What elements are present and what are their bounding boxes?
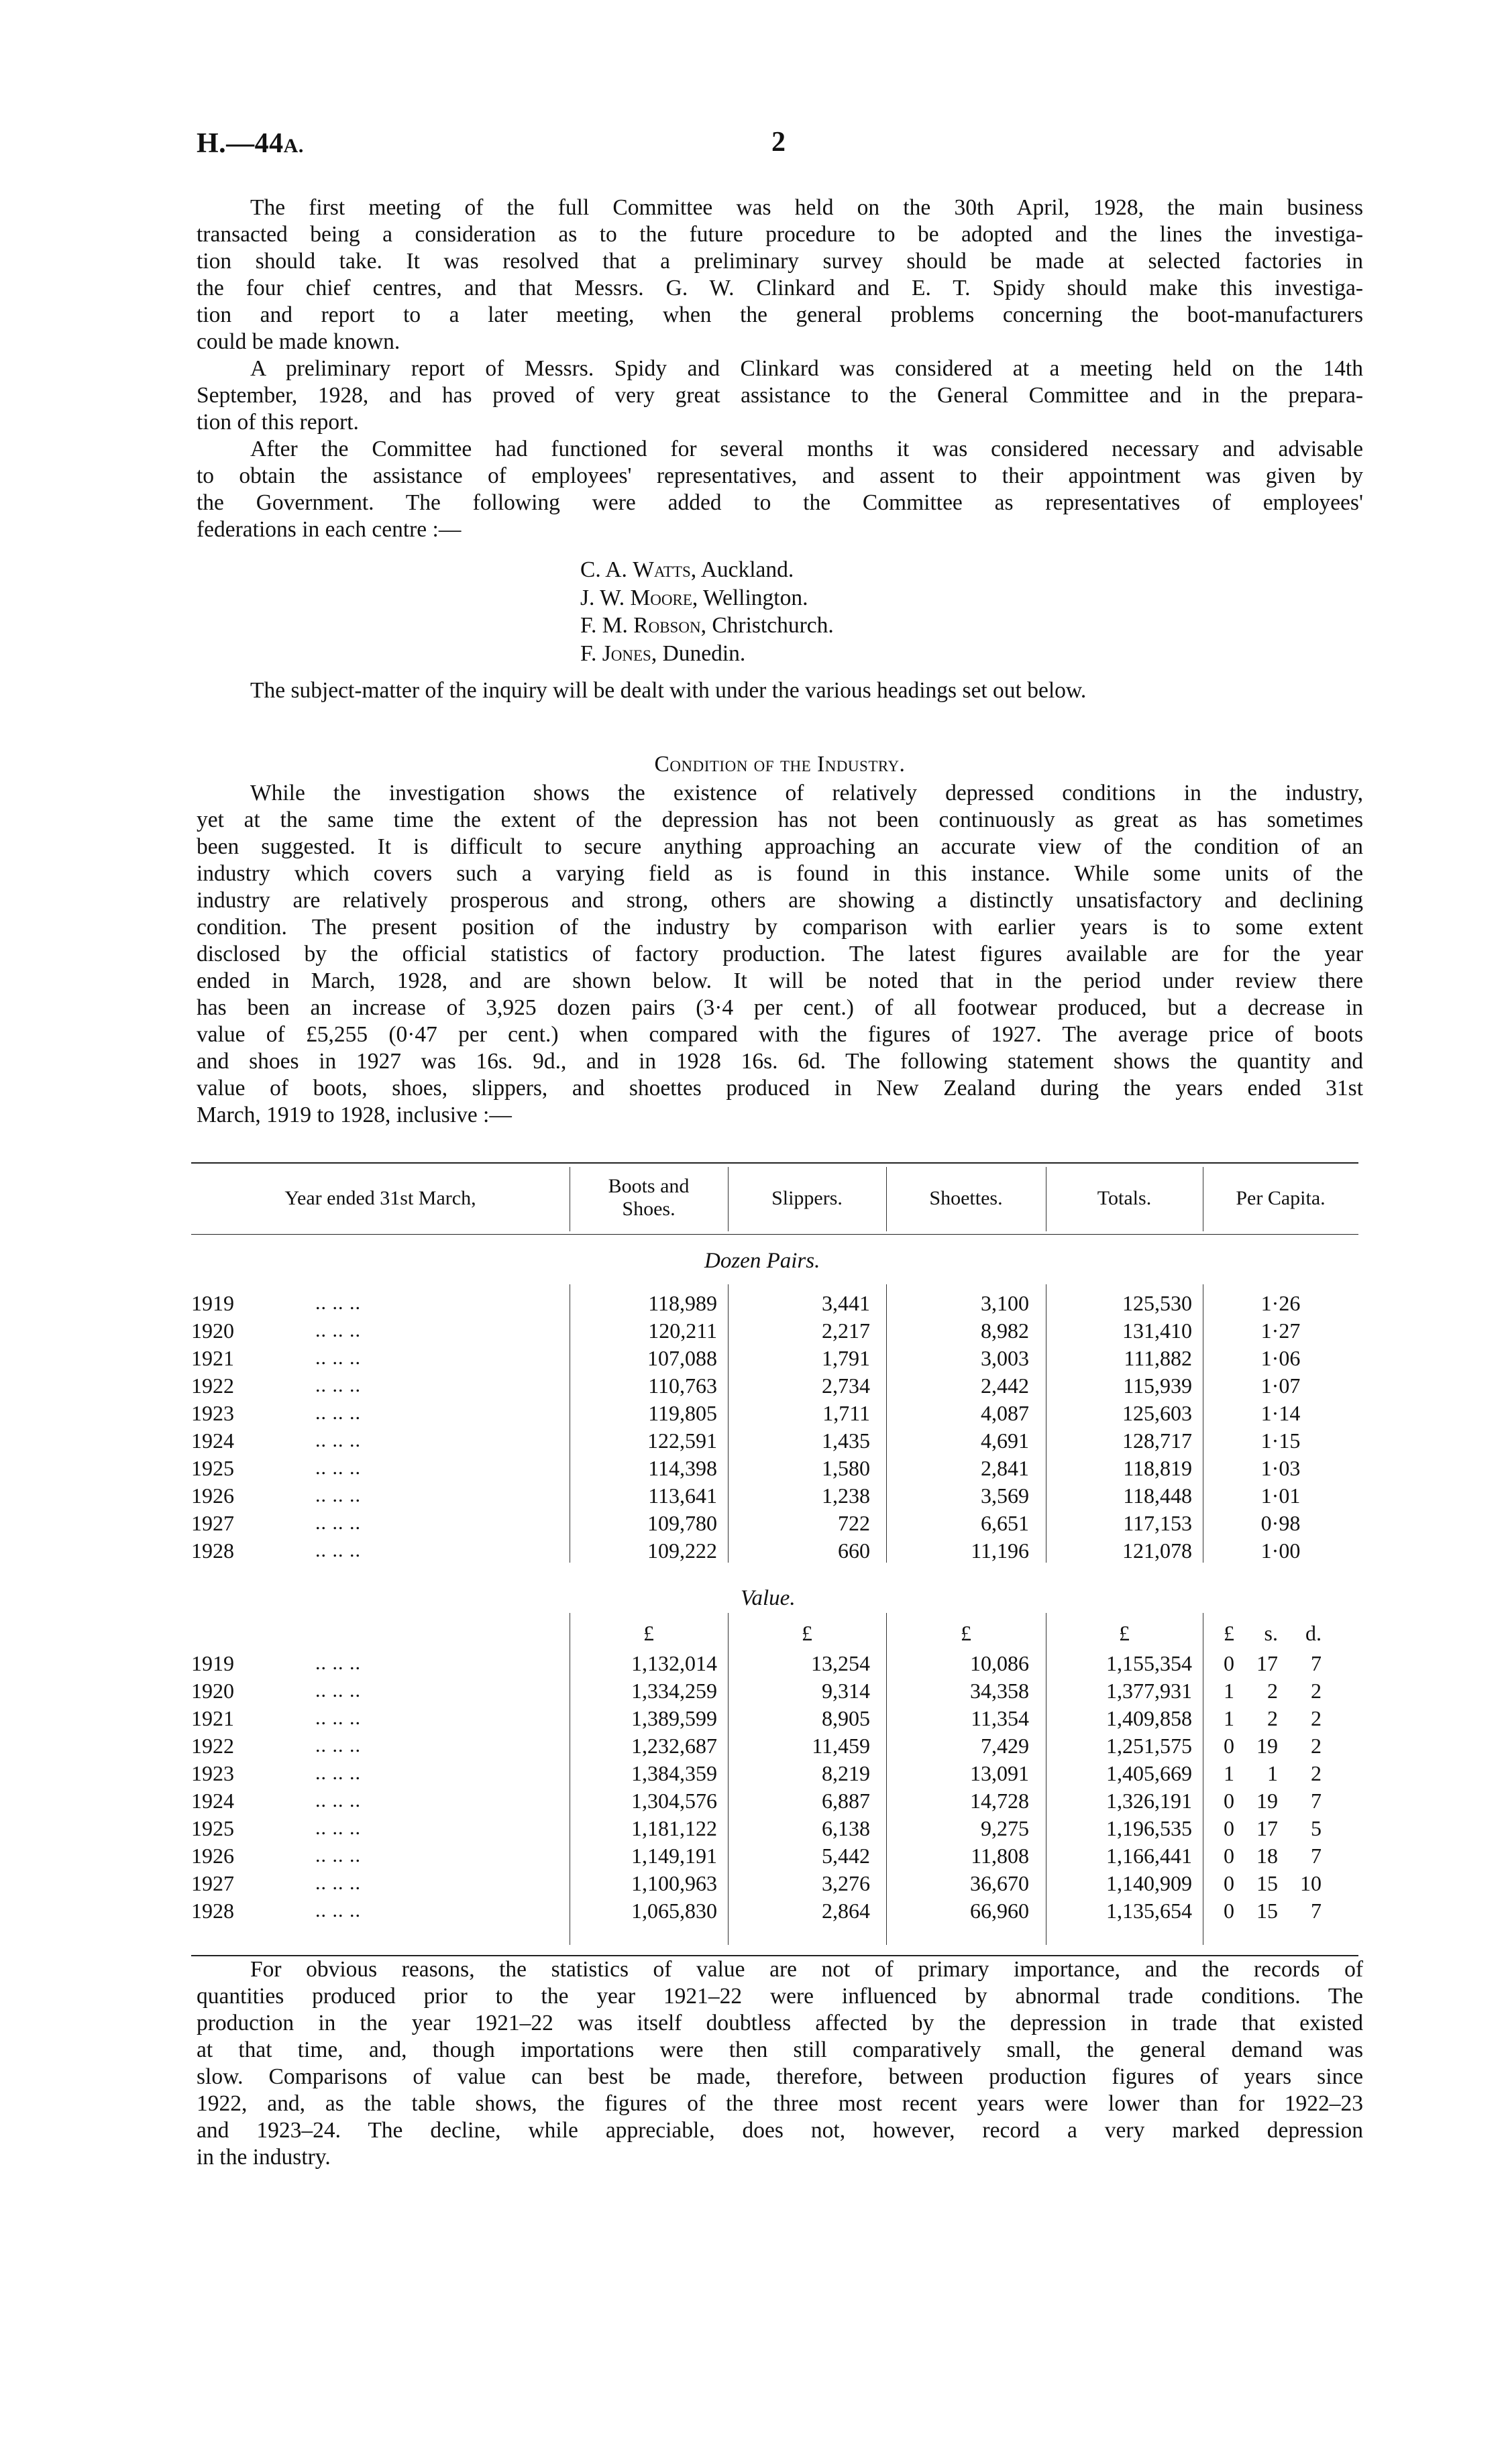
dot-leader: .. .. ..	[315, 1734, 361, 1756]
cell-slippers: 1,580	[822, 1456, 870, 1480]
text-line: slow. Comparisons of value can best be made, therefore, between production figures of years since	[197, 2064, 1363, 2089]
cell-per-capita-shillings: 17	[1256, 1816, 1278, 1840]
text-line: in the industry.	[197, 2145, 331, 2170]
unit-pound: £	[961, 1621, 971, 1645]
cell-slippers: 8,219	[822, 1761, 870, 1785]
cell-per-capita-shillings: 2	[1267, 1706, 1278, 1730]
cell-shoettes: 4,691	[981, 1429, 1029, 1453]
cell-boots: 110,763	[648, 1374, 717, 1398]
cell-boots: 1,181,122	[631, 1816, 717, 1840]
cell-slippers: 2,217	[822, 1319, 870, 1343]
cell-per-capita-pounds: 1	[1224, 1761, 1234, 1785]
cell-year: 1924	[191, 1429, 234, 1453]
cell-boots: 118,989	[648, 1291, 717, 1315]
cell-per-capita-pounds: 0	[1224, 1734, 1234, 1758]
cell-totals: 1,135,654	[1106, 1899, 1192, 1923]
text-line: disclosed by the official statistics of factory production. The latest figures available are for the year	[197, 942, 1363, 966]
cell-per-capita-pence: 7	[1311, 1651, 1322, 1675]
text-line: and shoes in 1927 was 16s. 9d., and in 1928 16s. 6d. The following statement shows the quantity and	[197, 1049, 1363, 1074]
cell-boots: 1,100,963	[631, 1871, 717, 1895]
cell-boots: 1,304,576	[631, 1789, 717, 1813]
dot-leader: .. .. ..	[315, 1899, 361, 1921]
cell-slippers: 1,711	[822, 1401, 870, 1425]
cell-totals: 117,153	[1123, 1511, 1192, 1535]
cell-slippers: 3,441	[822, 1291, 870, 1315]
cell-shoettes: 4,087	[981, 1401, 1029, 1425]
cell-year: 1919	[191, 1291, 234, 1315]
cell-per-capita: 1·07	[1260, 1374, 1301, 1398]
cell-totals: 111,882	[1124, 1346, 1192, 1370]
dot-leader: .. .. ..	[315, 1429, 361, 1451]
dot-leader: .. .. ..	[315, 1512, 361, 1534]
unit-pound: £	[1119, 1621, 1130, 1645]
cell-per-capita: 1·03	[1260, 1456, 1301, 1480]
dot-leader: .. .. ..	[315, 1457, 361, 1479]
cell-slippers: 13,254	[811, 1651, 870, 1675]
unit-pound: £	[802, 1621, 812, 1645]
cell-boots: 1,232,687	[631, 1734, 717, 1758]
cell-totals: 128,717	[1122, 1429, 1192, 1453]
dot-leader: .. .. ..	[315, 1707, 361, 1729]
cell-shoettes: 7,429	[981, 1734, 1029, 1758]
text-line: value of boots, shoes, slippers, and shoettes produced in New Zealand during the years ended 31st	[197, 1076, 1363, 1101]
cell-per-capita-pence: 7	[1311, 1844, 1322, 1868]
cell-year: 1919	[191, 1651, 234, 1675]
cell-boots: 119,805	[648, 1401, 717, 1425]
representative-entry: C. A. Watts, Auckland.	[580, 557, 794, 582]
cell-boots: 114,398	[648, 1456, 717, 1480]
cell-per-capita-pence: 2	[1311, 1734, 1322, 1758]
unit-pence: d.	[1305, 1621, 1322, 1645]
cell-totals: 131,410	[1122, 1319, 1192, 1343]
text-line: ended in March, 1928, and are shown below. It will be noted that in the period under review there	[197, 968, 1363, 993]
cell-per-capita-pounds: 0	[1224, 1816, 1234, 1840]
table-top-rule	[191, 1162, 1358, 1164]
unit-pound: £	[643, 1621, 654, 1645]
cell-shoettes: 3,569	[981, 1483, 1029, 1508]
cell-year: 1925	[191, 1456, 234, 1480]
cell-year: 1928	[191, 1899, 234, 1923]
unit-shilling: s.	[1264, 1621, 1278, 1645]
cell-totals: 1,166,441	[1106, 1844, 1192, 1868]
text-line: A preliminary report of Messrs. Spidy and Clinkard was considered at a meeting held on the 14th	[250, 356, 1363, 381]
text-line: and 1923–24. The decline, while appreciable, does not, however, record a very marked depression	[197, 2118, 1363, 2143]
representative-entry: J. W. Moore, Wellington.	[580, 585, 808, 610]
cell-slippers: 8,905	[822, 1706, 870, 1730]
text-line: tion of this report.	[197, 410, 359, 435]
text-line: the Government. The following were added to the Committee as representatives of employees'	[197, 490, 1363, 515]
dot-leader: .. .. ..	[315, 1789, 361, 1811]
cell-per-capita: 1·01	[1260, 1483, 1301, 1508]
text-line: For obvious reasons, the statistics of value are not of primary importance, and the records of	[250, 1957, 1363, 1982]
text-line: at that time, and, though importations were then still comparatively small, the general demand was	[197, 2037, 1363, 2062]
cell-per-capita-pounds: 1	[1224, 1679, 1234, 1703]
cell-boots: 1,389,599	[631, 1706, 717, 1730]
cell-per-capita-pounds: 0	[1224, 1789, 1234, 1813]
text-line: March, 1919 to 1928, inclusive :—	[197, 1103, 512, 1127]
dot-leader: .. .. ..	[315, 1292, 361, 1314]
cell-year: 1928	[191, 1538, 234, 1563]
text-line: September, 1928, and has proved of very great assistance to the General Committee and in the prepara-	[197, 383, 1363, 408]
cell-per-capita-shillings: 19	[1256, 1734, 1278, 1758]
document-reference	[197, 127, 304, 160]
cell-shoettes: 11,808	[971, 1844, 1029, 1868]
cell-totals: 1,326,191	[1106, 1789, 1192, 1813]
cell-slippers: 2,864	[822, 1899, 870, 1923]
column-header-per-capita: Per Capita.	[1236, 1187, 1326, 1209]
document-reference-suffix: A.	[283, 135, 304, 157]
cell-shoettes: 2,442	[981, 1374, 1029, 1398]
cell-year: 1926	[191, 1483, 234, 1508]
cell-slippers: 6,138	[822, 1816, 870, 1840]
text-line: been suggested. It is difficult to secure anything approaching an accurate view of the condition of an	[197, 834, 1363, 859]
section-heading: Condition of the Industry.	[654, 752, 906, 777]
text-line: federations in each centre :—	[197, 517, 462, 542]
cell-boots: 1,384,359	[631, 1761, 717, 1785]
cell-year: 1925	[191, 1816, 234, 1840]
text-line: value of £5,255 (0·47 per cent.) when compared with the figures of 1927. The average price of boots	[197, 1022, 1363, 1047]
cell-boots: 109,780	[647, 1511, 717, 1535]
text-line: tion and report to a later meeting, when the general problems concerning the boot-manufacturers	[197, 302, 1363, 327]
cell-boots: 109,222	[647, 1538, 717, 1563]
text-line: could be made known.	[197, 329, 400, 354]
cell-per-capita-shillings: 15	[1256, 1871, 1278, 1895]
cell-slippers: 6,887	[822, 1789, 870, 1813]
cell-per-capita-pounds: 0	[1224, 1899, 1234, 1923]
dot-leader: .. .. ..	[315, 1679, 361, 1701]
cell-per-capita-shillings: 17	[1256, 1651, 1278, 1675]
cell-per-capita: 1·06	[1260, 1346, 1301, 1370]
cell-boots: 1,065,830	[631, 1899, 717, 1923]
column-header-totals: Totals.	[1097, 1187, 1152, 1209]
cell-shoettes: 11,354	[971, 1706, 1029, 1730]
dot-leader: .. .. ..	[315, 1539, 361, 1561]
cell-per-capita-shillings: 19	[1256, 1789, 1278, 1813]
cell-per-capita-shillings: 1	[1267, 1761, 1278, 1785]
cell-per-capita-pence: 5	[1311, 1816, 1322, 1840]
cell-shoettes: 8,982	[981, 1319, 1029, 1343]
text-line: transacted being a consideration as to the future procedure to be adopted and the lines the investiga-	[197, 222, 1363, 247]
cell-per-capita-pounds: 0	[1224, 1844, 1234, 1868]
cell-slippers: 1,435	[822, 1429, 870, 1453]
cell-totals: 1,405,669	[1106, 1761, 1192, 1785]
cell-year: 1926	[191, 1844, 234, 1868]
text-line: yet at the same time the extent of the depression has not been continuously as great as has sometimes	[197, 807, 1363, 832]
representative-entry: F. M. Robson, Christchurch.	[580, 613, 834, 638]
cell-shoettes: 66,960	[970, 1899, 1029, 1923]
dot-leader: .. .. ..	[315, 1817, 361, 1839]
cell-totals: 115,939	[1123, 1374, 1192, 1398]
cell-per-capita: 1·26	[1260, 1291, 1301, 1315]
cell-boots: 1,334,259	[631, 1679, 717, 1703]
cell-shoettes: 9,275	[981, 1816, 1029, 1840]
cell-shoettes: 3,100	[981, 1291, 1029, 1315]
cell-per-capita: 1·15	[1260, 1429, 1301, 1453]
cell-year: 1921	[191, 1706, 234, 1730]
table-header-rule	[191, 1234, 1358, 1235]
subheading-dozen-pairs: Dozen Pairs.	[704, 1249, 820, 1273]
dot-leader: .. .. ..	[315, 1347, 361, 1369]
cell-per-capita-pounds: 0	[1224, 1651, 1234, 1675]
cell-year: 1927	[191, 1511, 234, 1535]
cell-totals: 121,078	[1122, 1538, 1192, 1563]
cell-per-capita-pence: 2	[1311, 1761, 1322, 1785]
cell-year: 1921	[191, 1346, 234, 1370]
cell-totals: 125,530	[1122, 1291, 1192, 1315]
dot-leader: .. .. ..	[315, 1872, 361, 1894]
cell-boots: 113,641	[648, 1483, 717, 1508]
cell-boots: 120,211	[648, 1319, 717, 1343]
cell-shoettes: 34,358	[970, 1679, 1029, 1703]
text-line: The subject-matter of the inquiry will be dealt with under the various headings set out below.	[250, 678, 1087, 703]
cell-totals: 1,140,909	[1106, 1871, 1192, 1895]
cell-boots: 1,132,014	[631, 1651, 717, 1675]
cell-slippers: 722	[838, 1511, 870, 1535]
cell-per-capita: 1·00	[1260, 1538, 1301, 1563]
cell-shoettes: 36,670	[970, 1871, 1029, 1895]
cell-shoettes: 3,003	[981, 1346, 1029, 1370]
cell-slippers: 11,459	[812, 1734, 870, 1758]
cell-per-capita: 0·98	[1260, 1511, 1301, 1535]
cell-totals: 1,155,354	[1106, 1651, 1192, 1675]
cell-slippers: 5,442	[822, 1844, 870, 1868]
text-line: The first meeting of the full Committee was held on the 30th April, 1928, the main business	[250, 195, 1363, 220]
document-reference-main: H.—44	[197, 128, 284, 159]
cell-totals: 1,251,575	[1106, 1734, 1192, 1758]
cell-year: 1923	[191, 1761, 234, 1785]
text-line: industry which covers such a varying field as is found in this instance. While some units of the	[197, 861, 1363, 886]
dot-leader: .. .. ..	[315, 1402, 361, 1424]
cell-shoettes: 10,086	[970, 1651, 1029, 1675]
dot-leader: .. .. ..	[315, 1484, 361, 1506]
cell-slippers: 1,791	[822, 1346, 870, 1370]
cell-per-capita-shillings: 15	[1256, 1899, 1278, 1923]
cell-year: 1922	[191, 1374, 234, 1398]
cell-per-capita-pence: 7	[1311, 1789, 1322, 1813]
cell-shoettes: 13,091	[970, 1761, 1029, 1785]
text-line: to obtain the assistance of employees' representatives, and assent to their appointment was given by	[197, 463, 1363, 488]
text-line: quantities produced prior to the year 1921–22 were influenced by abnormal trade conditions. The	[197, 1984, 1363, 2009]
cell-boots: 122,591	[647, 1429, 717, 1453]
page-number: 2	[771, 127, 786, 158]
text-line: tion should take. It was resolved that a preliminary survey should be made at selected factories in	[197, 249, 1363, 274]
text-line: 1922, and, as the table shows, the figures of the three most recent years were lower than for 1922–23	[197, 2091, 1363, 2116]
column-header-shoettes: Shoettes.	[929, 1187, 1003, 1209]
cell-slippers: 3,276	[822, 1871, 870, 1895]
cell-shoettes: 6,651	[981, 1511, 1029, 1535]
cell-boots: 107,088	[647, 1346, 717, 1370]
text-line: After the Committee had functioned for several months it was considered necessary and advisable	[250, 437, 1363, 461]
dot-leader: .. .. ..	[315, 1762, 361, 1784]
cell-slippers: 660	[838, 1538, 870, 1563]
text-line: industry are relatively prosperous and strong, others are showing a distinctly unsatisfactory and declining	[197, 888, 1363, 913]
column-header-year: Year ended 31st March,	[284, 1187, 476, 1209]
cell-per-capita-pounds: 1	[1224, 1706, 1234, 1730]
cell-shoettes: 14,728	[970, 1789, 1029, 1813]
cell-year: 1920	[191, 1319, 234, 1343]
representative-entry: F. Jones, Dunedin.	[580, 641, 746, 666]
cell-slippers: 9,314	[822, 1679, 870, 1703]
cell-totals: 1,377,931	[1106, 1679, 1192, 1703]
cell-per-capita-pence: 2	[1311, 1706, 1322, 1730]
cell-per-capita: 1·14	[1260, 1401, 1301, 1425]
cell-boots: 1,149,191	[631, 1844, 717, 1868]
dot-leader: .. .. ..	[315, 1374, 361, 1396]
text-line: the four chief centres, and that Messrs. G. W. Clinkard and E. T. Spidy should make this investiga-	[197, 276, 1363, 300]
cell-slippers: 1,238	[822, 1483, 870, 1508]
cell-shoettes: 11,196	[971, 1538, 1029, 1563]
cell-totals: 118,448	[1123, 1483, 1192, 1508]
text-line: has been an increase of 3,925 dozen pairs (3·4 per cent.) of all footwear produced, but a decrease in	[197, 995, 1363, 1020]
cell-per-capita-pounds: 0	[1224, 1871, 1234, 1895]
cell-slippers: 2,734	[822, 1374, 870, 1398]
cell-year: 1924	[191, 1789, 234, 1813]
dot-leader: .. .. ..	[315, 1652, 361, 1674]
cell-per-capita-pence: 7	[1311, 1899, 1322, 1923]
cell-totals: 1,196,535	[1106, 1816, 1192, 1840]
cell-shoettes: 2,841	[981, 1456, 1029, 1480]
column-header-boots: Boots and Shoes.	[608, 1175, 690, 1220]
text-line: production in the year 1921–22 was itself doubtless affected by the depression in trade that existed	[197, 2011, 1363, 2035]
cell-year: 1923	[191, 1401, 234, 1425]
text-line: condition. The present position of the industry by comparison with earlier years is to some extent	[197, 915, 1363, 940]
dot-leader: .. .. ..	[315, 1319, 361, 1341]
cell-per-capita-pence: 2	[1311, 1679, 1322, 1703]
cell-totals: 125,603	[1122, 1401, 1192, 1425]
unit-pound: £	[1224, 1621, 1234, 1645]
cell-per-capita-shillings: 18	[1256, 1844, 1278, 1868]
cell-totals: 1,409,858	[1106, 1706, 1192, 1730]
text-line: While the investigation shows the existence of relatively depressed conditions in the industry,	[250, 781, 1363, 805]
column-header-slippers: Slippers.	[771, 1187, 843, 1209]
cell-year: 1920	[191, 1679, 234, 1703]
cell-totals: 118,819	[1123, 1456, 1192, 1480]
subheading-value: Value.	[741, 1586, 796, 1610]
cell-year: 1927	[191, 1871, 234, 1895]
cell-per-capita-shillings: 2	[1267, 1679, 1278, 1703]
dot-leader: .. .. ..	[315, 1844, 361, 1866]
cell-year: 1922	[191, 1734, 234, 1758]
cell-per-capita-pence: 10	[1300, 1871, 1322, 1895]
cell-per-capita: 1·27	[1260, 1319, 1301, 1343]
